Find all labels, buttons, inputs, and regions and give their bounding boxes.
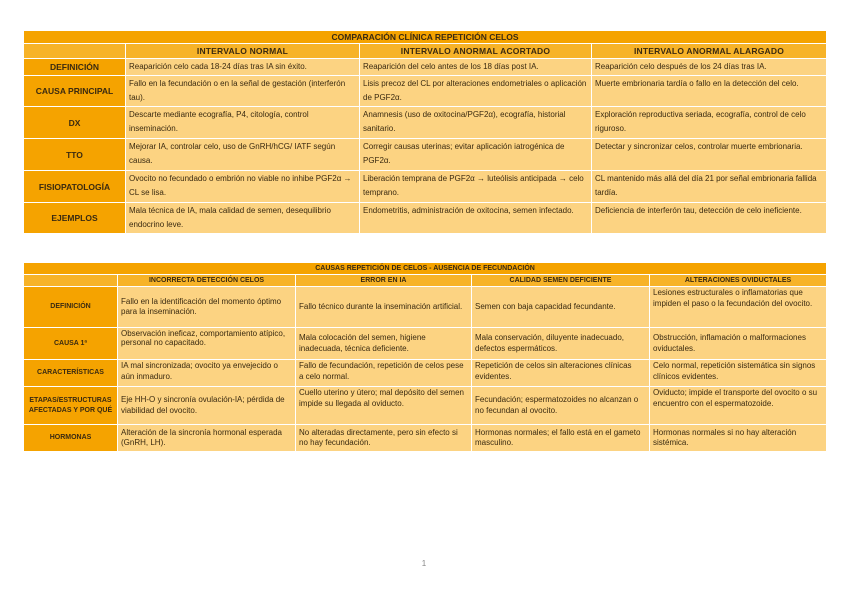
table1-row-label: TTO xyxy=(24,139,126,171)
clinical-comparison-table xyxy=(23,30,827,234)
table1-row xyxy=(24,76,827,107)
table2-cell: Mala conservación, diluyente inadecuado, defectos espermáticos. xyxy=(472,328,650,360)
table1-cell: Reaparición celo cada 18-24 días tras IA sin éxito. xyxy=(126,59,360,76)
table1-cell: Anamnesis (uso de oxitocina/PGF2α), ecografía, historial sanitario. xyxy=(360,107,592,139)
table2-header-ia-error: ERROR EN IA xyxy=(296,275,472,287)
table2-cell: Hormonas normales si no hay alteración sistémica. xyxy=(650,425,827,452)
table2-cell: IA mal sincronizada; ovocito ya envejecido o aún inmaduro. xyxy=(118,360,296,387)
table2-row-label: HORMONAS xyxy=(24,425,118,452)
table1-cell: Reaparición del celo antes de los 18 días post IA. xyxy=(360,59,592,76)
table1-cell: Ovocito no fecundado o embrión no viable no inhibe PGF2α → CL se lisa. xyxy=(126,171,360,203)
table1-row xyxy=(24,59,827,76)
table1-cell: Exploración reproductiva seriada, ecografía, control de celo riguroso. xyxy=(592,107,827,139)
table1-row-label: FISIOPATOLOGÍA xyxy=(24,171,126,203)
table2-header-oviduct: ALTERACIONES OVIDUCTALES xyxy=(650,275,827,287)
table2-cell: Repetición de celos sin alteraciones clínicas evidentes. xyxy=(472,360,650,387)
table1-cell: Corregir causas uterinas; evitar aplicación iatrogénica de PGF2α. xyxy=(360,139,592,171)
table1-row xyxy=(24,139,827,171)
table1-cell: Fallo en la fecundación o en la señal de gestación (interferón tau). xyxy=(126,76,360,107)
table1-header-lengthened: INTERVALO ANORMAL ALARGADO xyxy=(592,44,827,59)
table2-cell: Celo normal, repetición sistemática sin signos clínicos evidentes. xyxy=(650,360,827,387)
table2-row xyxy=(24,360,827,387)
table2-row-label: ETAPAS/ESTRUCTURAS AFECTADAS Y POR QUÉ xyxy=(24,387,118,425)
table1-cell: Lisis precoz del CL por alteraciones endometriales o aplicación de PGF2α. xyxy=(360,76,592,107)
table2-row-label: CARACTERÍSTICAS xyxy=(24,360,118,387)
table1-row-label: EJEMPLOS xyxy=(24,203,126,234)
table1-header-corner xyxy=(24,44,126,59)
table2-row-label: CAUSA 1ª xyxy=(24,328,118,360)
table1-cell: Descarte mediante ecografía, P4, citología, control inseminación. xyxy=(126,107,360,139)
table1-row xyxy=(24,107,827,139)
table2-header-corner xyxy=(24,275,118,287)
table1-cell: Reaparición celo después de los 24 días tras IA. xyxy=(592,59,827,76)
table2-cell: Hormonas normales; el fallo está en el gameto masculino. xyxy=(472,425,650,452)
table2-header-detection: INCORRECTA DETECCIÓN CELOS xyxy=(118,275,296,287)
table1-row-label: DX xyxy=(24,107,126,139)
table2-cell: Fecundación; espermatozoides no alcanzan o no fecundan al ovocito. xyxy=(472,387,650,425)
table2-row xyxy=(24,425,827,452)
table2-row xyxy=(24,328,827,360)
table1-cell: Mejorar IA, controlar celo, uso de GnRH/hCG/ IATF según causa. xyxy=(126,139,360,171)
table2-cell: Lesiones estructurales o inflamatorias que impiden el paso o la fecundación del ovocito. xyxy=(650,287,827,328)
table1-title: COMPARACIÓN CLÍNICA REPETICIÓN CELOS xyxy=(24,31,827,44)
table2-header-semen: CALIDAD SEMEN DEFICIENTE xyxy=(472,275,650,287)
table2-cell: Fallo de fecundación, repetición de celos pese a celo normal. xyxy=(296,360,472,387)
table1-cell: Deficiencia de interferón tau, detección de celo ineficiente. xyxy=(592,203,827,234)
table2-cell: Cuello uterino y útero; mal depósito del semen impide su llegada al oviducto. xyxy=(296,387,472,425)
table2-cell: No alteradas directamente, pero sin efecto si no hay fecundación. xyxy=(296,425,472,452)
table1-row xyxy=(24,171,827,203)
table2-cell: Fallo técnico durante la inseminación artificial. xyxy=(296,287,472,328)
table1-cell: Mala técnica de IA, mala calidad de semen, desequilibrio endocrino leve. xyxy=(126,203,360,234)
table2-cell: Mala colocación del semen, higiene inadecuada, técnica deficiente. xyxy=(296,328,472,360)
fertilization-causes-table xyxy=(23,262,827,452)
table2-title: CAUSAS REPETICIÓN DE CELOS - AUSENCIA DE FECUNDACIÓN xyxy=(24,263,827,275)
table2-row xyxy=(24,387,827,425)
table1-cell: Muerte embrionaria tardía o fallo en la detección del celo. xyxy=(592,76,827,107)
table1-cell: Endometritis, administración de oxitocina, semen infectado. xyxy=(360,203,592,234)
table2-cell: Alteración de la sincronía hormonal esperada (GnRH, LH). xyxy=(118,425,296,452)
table1-row-label: CAUSA PRINCIPAL xyxy=(24,76,126,107)
table1-cell: Detectar y sincronizar celos, controlar muerte embrionaria. xyxy=(592,139,827,171)
table2-cell: Eje HH-O y sincronía ovulación-IA; pérdida de viabilidad del ovocito. xyxy=(118,387,296,425)
table2-cell: Obstrucción, inflamación o malformaciones oviductales. xyxy=(650,328,827,360)
table1-header-shortened: INTERVALO ANORMAL ACORTADO xyxy=(360,44,592,59)
table2-row xyxy=(24,287,827,328)
table2-cell: Semen con baja capacidad fecundante. xyxy=(472,287,650,328)
table2-cell: Observación ineficaz, comportamiento atípico, personal no capacitado. xyxy=(118,328,296,360)
table1-header-normal: INTERVALO NORMAL xyxy=(126,44,360,59)
table1-cell: Liberación temprana de PGF2α → luteólisis anticipada → celo temprano. xyxy=(360,171,592,203)
table1-row xyxy=(24,203,827,234)
page-number: 1 xyxy=(421,559,427,568)
table1-row-label: DEFINICIÓN xyxy=(24,59,126,76)
table1-cell: CL mantenido más allá del día 21 por señal embrionaria fallida tardía. xyxy=(592,171,827,203)
table2-cell: Oviducto; impide el transporte del ovocito o su encuentro con el espermatozoide. xyxy=(650,387,827,425)
table2-cell: Fallo en la identificación del momento óptimo para la inseminación. xyxy=(118,287,296,328)
table2-row-label: DEFINICIÓN xyxy=(24,287,118,328)
